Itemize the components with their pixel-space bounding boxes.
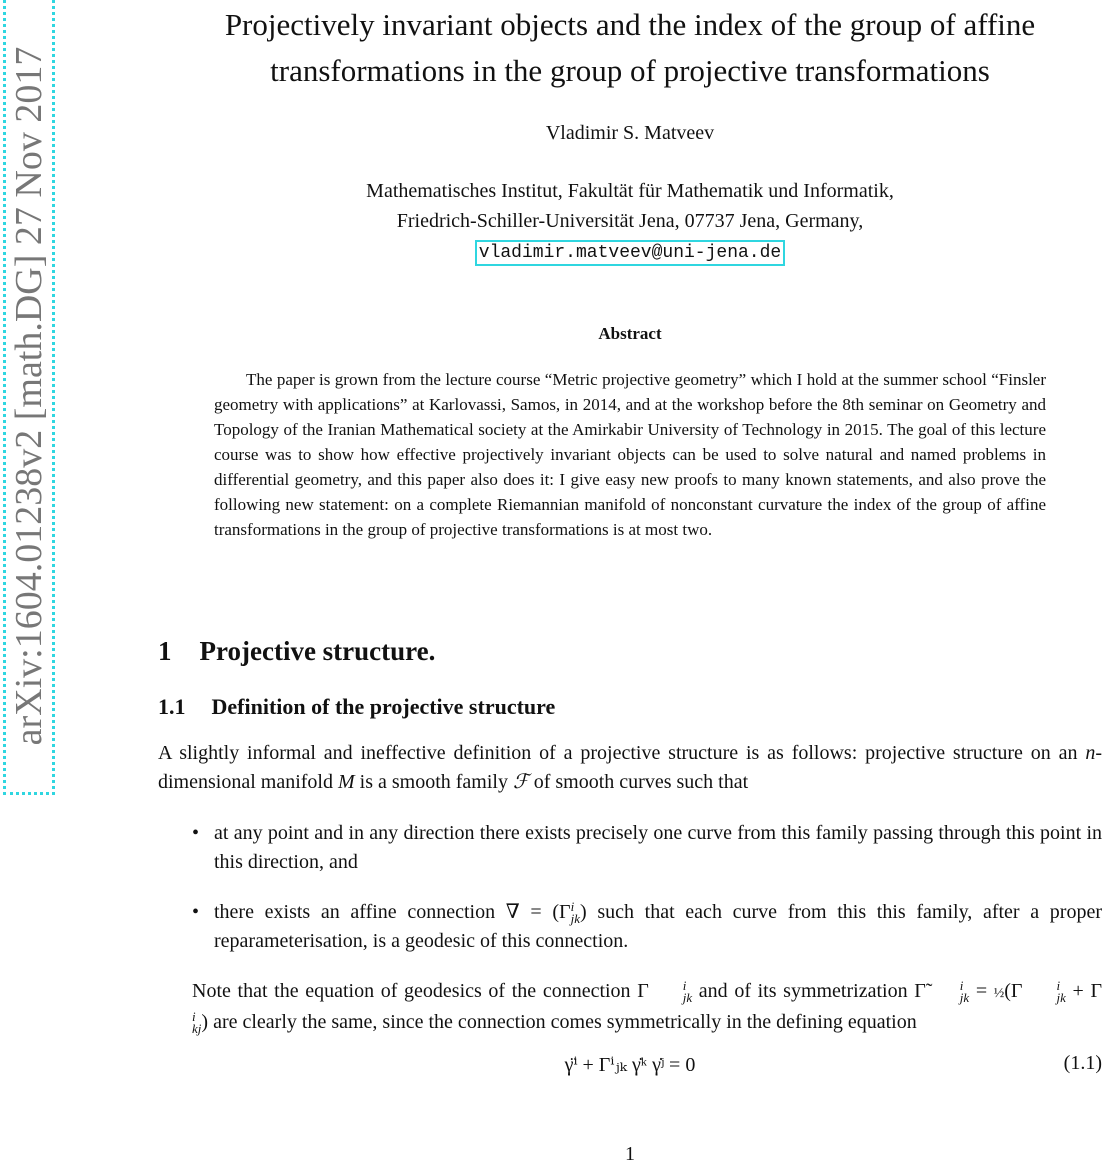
arxiv-id: arXiv:1604.01238v2 [math.DG] 27 Nov 2017: [8, 46, 50, 746]
author: Vladimir S. Matveev: [545, 122, 715, 144]
subsection-number: 1.1: [158, 694, 186, 719]
section-title: Projective structure.: [199, 636, 436, 666]
subsection-heading: [158, 694, 555, 720]
email-link[interactable]: vladimir.matveev@uni-jena.de: [475, 240, 785, 266]
list-item: • there exists an affine connection ∇ = (Γ i jk ) such that each curve from this this family, after a proper reparameterisation, is a geodesic of this connection.: [192, 899, 1102, 952]
paragraph-definition: A slightly informal and ineffective definition of a projective structure is as follows: projective structure on an n-dimensional manifold M is a smooth family ℱ of smooth curves such that: [158, 742, 1102, 793]
affiliation-line: Friedrich-Schiller-Universität Jena, 07737 Jena, Germany,: [396, 210, 864, 232]
affiliation-line: Mathematisches Institut, Fakultät für Mathematik und Informatik,: [366, 180, 894, 202]
equation-body: γ̈ⁱ + Γⁱⱼₖ γ̇ᵏ γ̇ʲ = 0: [564, 1054, 696, 1076]
section-heading: [158, 636, 435, 667]
equation-1-1: [158, 1052, 1102, 1077]
title-line: Projectively invariant objects and the index of the group of affine: [224, 7, 1036, 42]
equation-number: (1.1): [1063, 1052, 1102, 1074]
affiliation: [158, 176, 1102, 266]
paper-title: [158, 2, 1102, 94]
abstract-text: The paper is grown from the lecture course “Metric projective geometry” which I hold at the summer school “Finsler geometry with applications” at Karlovassi, Samos, in 2014, and at the workshop before the 8th seminar on Geometry and Topology of the Iranian Mathematical society at the Amirkabir University of Technology in 2015. The goal of this lecture course was to show how effective projectively invariant objects can be used to solve natural and named problems in differential geometry, and this paper also does it: I give easy new proofs to many known statements, and also prove the following new statement: on a complete Riemannian manifold of nonconstant curvature the index of the group of affine transformations in the group of projective transformations is at most two.: [214, 370, 1046, 539]
section-number: 1: [158, 636, 172, 666]
bullet-icon: •: [192, 822, 200, 844]
arxiv-stamp[interactable]: [3, 0, 55, 795]
paragraph-note: Note that the equation of geodesics of the connection Γ i jk and of its symmetrization Γ̃ i jk = ½(Γ i jk + Γ i kj ) are clearly the same, since the connection comes symmetrically in the defining equation: [192, 978, 1102, 1037]
abstract-heading: Abstract: [598, 324, 662, 343]
bullet-icon: •: [192, 901, 200, 923]
title-line: transformations in the group of projective transformations: [270, 53, 990, 88]
subsection-title: Definition of the projective structure: [211, 694, 556, 719]
list-item: • at any point and in any direction there exists precisely one curve from this family passing through this point in this direction, and: [214, 819, 1102, 877]
page-number: 1: [625, 1143, 635, 1162]
